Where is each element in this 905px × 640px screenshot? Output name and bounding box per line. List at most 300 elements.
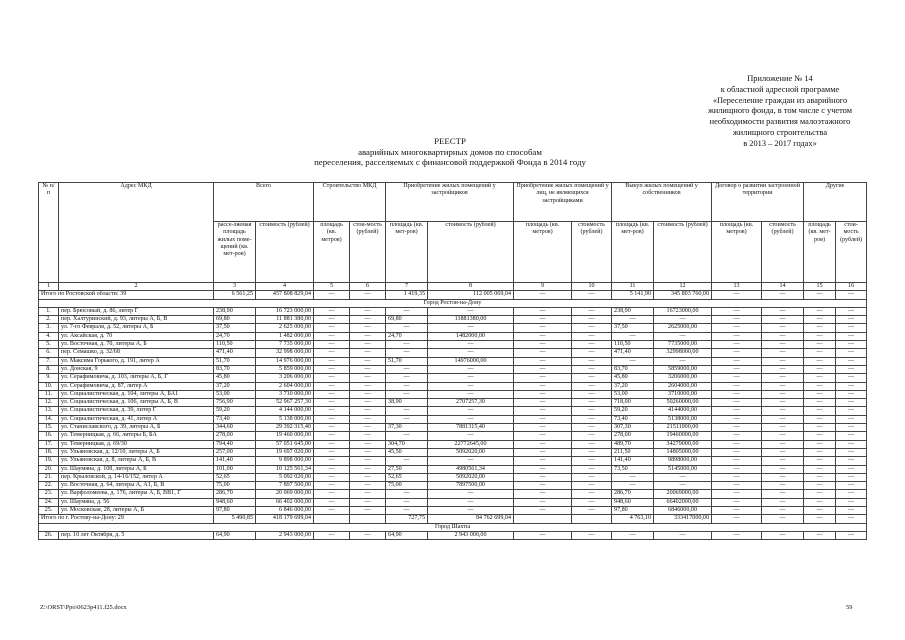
row-cell: — [386, 382, 428, 390]
row-cell: — [804, 307, 836, 315]
row-cell: — [514, 349, 572, 357]
row-cell: 75,00 [386, 482, 428, 490]
row-cell: — [350, 365, 386, 373]
row-cell: 489,70 [612, 440, 654, 448]
row-cell: 83,70 [214, 365, 256, 373]
row-cell: 7735000,00 [654, 341, 712, 349]
appendix-line: жилищного строительства [732, 127, 828, 137]
row-cell: — [428, 415, 514, 423]
row-number: 10. [39, 382, 59, 390]
row-address: ул. Ульяновская, д. 8, литеры А, Б, В [59, 457, 214, 465]
row-cell: — [762, 473, 804, 481]
row-cell: 69,80 [214, 316, 256, 324]
subheader-oth-area: площадь (кв. мет-ров) [804, 222, 836, 283]
row-cell: — [350, 349, 386, 357]
row-cell: — [386, 374, 428, 382]
row-cell: — [572, 324, 612, 332]
table-row [39, 332, 867, 340]
column-number: 8 [428, 283, 514, 291]
row-cell: — [314, 507, 350, 515]
row-cell: 19 697 020,00 [256, 448, 314, 456]
row-cell: 3 710 000,00 [256, 390, 314, 398]
row-cell: 948,60 [214, 498, 256, 506]
row-cell: 110,50 [612, 341, 654, 349]
total-cell: 345 803 760,00 [654, 291, 712, 299]
table-row [39, 465, 867, 473]
row-cell: — [712, 473, 762, 481]
row-cell: — [712, 374, 762, 382]
registry-subtitle-line1: аварийных многоквартирных домов по способам [358, 146, 542, 157]
row-cell: — [836, 382, 867, 390]
table-row [39, 498, 867, 506]
row-cell: — [804, 349, 836, 357]
total-cell: — [712, 515, 762, 523]
row-cell: — [314, 382, 350, 390]
row-cell: 3206000,00 [654, 374, 712, 382]
row-cell: 286,70 [214, 490, 256, 498]
row-cell: — [836, 374, 867, 382]
row-cell: 278,00 [214, 432, 256, 440]
row-cell: — [762, 316, 804, 324]
row-cell: — [762, 490, 804, 498]
row-address: пер. Семашко, д. 32/68 [59, 349, 214, 357]
row-cell: 5 859 000,00 [256, 365, 314, 373]
row-cell: — [428, 324, 514, 332]
row-cell: 73,40 [612, 415, 654, 423]
row-cell: — [654, 473, 712, 481]
table-row [39, 440, 867, 448]
table-row [39, 316, 867, 324]
row-cell: — [836, 316, 867, 324]
row-cell: — [804, 407, 836, 415]
row-cell: — [314, 424, 350, 432]
row-cell: — [386, 349, 428, 357]
row-cell: 238,90 [214, 307, 256, 315]
row-address: ул. Восточная, д. 64, литеры А, А1, Б, В [59, 482, 214, 490]
row-cell: — [386, 390, 428, 398]
header-address: Адрес МКД [59, 183, 214, 283]
row-cell: — [572, 390, 612, 398]
row-cell: — [762, 440, 804, 448]
row-cell: — [314, 473, 350, 481]
row-cell: — [804, 399, 836, 407]
total-cell: — [712, 291, 762, 299]
row-cell: — [314, 390, 350, 398]
total-cell: — [762, 291, 804, 299]
row-cell: — [386, 432, 428, 440]
row-cell: — [350, 324, 386, 332]
table-row [39, 473, 867, 481]
row-cell: — [350, 457, 386, 465]
row-cell: — [514, 457, 572, 465]
row-cell: 211,50 [612, 448, 654, 456]
row-cell: — [314, 324, 350, 332]
row-cell: 4980561,34 [428, 465, 514, 473]
row-address: ул. Социалистическая, д. 41, литер А [59, 415, 214, 423]
column-number: 9 [514, 283, 572, 291]
row-cell: — [514, 440, 572, 448]
row-cell: — [612, 357, 654, 365]
row-cell: — [804, 415, 836, 423]
row-cell: 59,20 [214, 407, 256, 415]
row-cell: — [836, 415, 867, 423]
row-cell: 59,20 [612, 407, 654, 415]
table-row [39, 507, 867, 515]
row-cell: — [836, 332, 867, 340]
table-row [39, 482, 867, 490]
row-address: ул. Варфоломеева, д. 176, литеры А, Б, ВВ1, Г [59, 490, 214, 498]
header-buyout: Выкуп жилых помещений у собственников [612, 183, 712, 222]
row-cell: — [386, 407, 428, 415]
row-cell: — [804, 390, 836, 398]
row-cell: 83,70 [612, 365, 654, 373]
total-cell: — [804, 515, 836, 523]
row-number: 2. [39, 316, 59, 324]
column-number: 15 [804, 283, 836, 291]
row-cell: — [350, 374, 386, 382]
row-cell: — [712, 424, 762, 432]
row-cell: 141,40 [612, 457, 654, 465]
row-cell: — [804, 365, 836, 373]
row-number: 16. [39, 432, 59, 440]
row-cell: 4 144 000,00 [256, 407, 314, 415]
row-cell: — [572, 407, 612, 415]
table-row [39, 399, 867, 407]
row-cell: — [572, 482, 612, 490]
row-number: 18. [39, 448, 59, 456]
row-cell: 51,70 [214, 357, 256, 365]
row-cell: — [712, 365, 762, 373]
registry-title: РЕЕСТР [434, 136, 466, 146]
row-cell: 756,90 [214, 399, 256, 407]
column-number: 1 [39, 283, 59, 291]
header-row [39, 183, 867, 222]
row-cell: — [762, 424, 804, 432]
row-cell: — [314, 440, 350, 448]
row-cell: — [428, 507, 514, 515]
row-cell: 32 998 000,00 [256, 349, 314, 357]
row-number: 5. [39, 341, 59, 349]
row-cell: — [350, 357, 386, 365]
row-cell: — [612, 531, 654, 539]
row-cell: — [762, 374, 804, 382]
row-number: 12. [39, 399, 59, 407]
row-cell: — [514, 390, 572, 398]
row-number: 21. [39, 473, 59, 481]
subheader-acqb-area: площадь (кв. мет-ров) [386, 222, 428, 283]
row-cell: 37,30 [386, 424, 428, 432]
row-cell: 32998000,00 [654, 349, 712, 357]
row-number: 8. [39, 365, 59, 373]
column-number: 16 [836, 283, 867, 291]
row-cell: — [386, 341, 428, 349]
row-cell: — [314, 349, 350, 357]
row-address: пер. Брюсовый, д. 86, литер Г [59, 307, 214, 315]
appendix-line: к областной адресной программе [720, 84, 840, 94]
row-number: 9. [39, 374, 59, 382]
row-cell: — [386, 507, 428, 515]
row-cell: — [762, 531, 804, 539]
column-number: 13 [712, 283, 762, 291]
row-cell: — [762, 407, 804, 415]
row-cell: — [572, 415, 612, 423]
table-row [39, 457, 867, 465]
row-cell: — [804, 490, 836, 498]
column-number: 14 [762, 283, 804, 291]
subheader-constr-cost: стои-мость (рублей) [350, 222, 386, 283]
total-cell: — [350, 291, 386, 299]
row-cell: — [804, 341, 836, 349]
row-cell: 75,00 [214, 482, 256, 490]
appendix-line: Приложение № 14 [747, 74, 813, 83]
row-cell: — [712, 490, 762, 498]
row-cell: — [762, 307, 804, 315]
row-cell: — [712, 415, 762, 423]
row-cell: — [804, 382, 836, 390]
row-cell: — [350, 531, 386, 539]
column-number-row [39, 283, 867, 291]
row-number: 1. [39, 307, 59, 315]
row-cell: 11 881 380,00 [256, 316, 314, 324]
registry-title-block [180, 136, 720, 168]
row-cell: — [350, 465, 386, 473]
row-cell: — [572, 365, 612, 373]
table-row [39, 341, 867, 349]
row-address: ул. Станиславского, д. 39, литеры А, Б [59, 424, 214, 432]
row-cell: 471,40 [214, 349, 256, 357]
row-cell: 53,00 [612, 390, 654, 398]
row-address: ул. 7-го Февраля, д. 52, литеры А, Б [59, 324, 214, 332]
row-cell: — [350, 507, 386, 515]
row-cell: — [428, 432, 514, 440]
row-cell: 38,90 [386, 399, 428, 407]
row-cell: — [572, 490, 612, 498]
subheader-oth-cost: стои-мость (рублей) [836, 222, 867, 283]
row-number: 4. [39, 332, 59, 340]
row-cell: 7 735 000,00 [256, 341, 314, 349]
total-cell: 84 762 699,04 [428, 515, 514, 523]
table-row [39, 390, 867, 398]
registry-subtitle-line2: переселения, расселяемых с финансовой поддержкой Фонда в 2014 году [314, 157, 586, 168]
city-name: Город Шахты [39, 523, 867, 531]
table-row [39, 365, 867, 373]
row-cell: — [572, 332, 612, 340]
row-cell: — [514, 341, 572, 349]
row-cell: — [712, 349, 762, 357]
row-number: 20. [39, 465, 59, 473]
header-other: Другие [804, 183, 867, 222]
table-row [39, 382, 867, 390]
row-cell: — [514, 507, 572, 515]
row-cell: — [514, 432, 572, 440]
row-cell: 37,50 [612, 324, 654, 332]
row-number: 23. [39, 490, 59, 498]
row-cell: — [350, 316, 386, 324]
row-cell: — [314, 357, 350, 365]
row-cell: — [514, 465, 572, 473]
row-cell: — [572, 473, 612, 481]
header-dev-agreement: Договор о развитии застроенной территории [712, 183, 804, 222]
row-cell: — [572, 507, 612, 515]
row-cell: — [762, 365, 804, 373]
row-cell: 73,40 [214, 415, 256, 423]
row-cell: — [836, 357, 867, 365]
row-cell: 2625000,00 [654, 324, 712, 332]
row-cell: — [762, 507, 804, 515]
row-cell: — [514, 332, 572, 340]
row-cell: — [762, 349, 804, 357]
subheader-dev-cost: стоимость (рублей) [762, 222, 804, 283]
row-cell: — [572, 424, 612, 432]
column-number: 11 [612, 283, 654, 291]
row-address: ул. Темерницкая, д. 69/30 [59, 440, 214, 448]
row-cell: — [572, 316, 612, 324]
row-cell: 7897500,00 [428, 482, 514, 490]
table-row [39, 357, 867, 365]
row-cell: — [514, 307, 572, 315]
row-cell: — [654, 357, 712, 365]
row-cell: 20 069 000,00 [256, 490, 314, 498]
row-cell: — [762, 382, 804, 390]
city-header-row [39, 299, 867, 307]
total-cell: 4 763,10 [612, 515, 654, 523]
row-cell: 37,20 [612, 382, 654, 390]
column-number: 10 [572, 283, 612, 291]
row-address: ул. Московская, 28, литеры А, Б [59, 507, 214, 515]
row-cell: 1482000,00 [428, 332, 514, 340]
table-row [39, 531, 867, 539]
row-cell: 344,60 [214, 424, 256, 432]
row-cell: — [762, 341, 804, 349]
row-cell: — [514, 490, 572, 498]
row-cell: — [350, 490, 386, 498]
row-cell: — [836, 365, 867, 373]
row-cell: — [712, 482, 762, 490]
row-cell: — [762, 332, 804, 340]
row-cell: — [350, 399, 386, 407]
row-cell: — [836, 531, 867, 539]
row-cell: 718,00 [612, 399, 654, 407]
row-cell: — [836, 457, 867, 465]
row-cell: 37,50 [214, 324, 256, 332]
row-cell: — [350, 473, 386, 481]
row-cell: — [428, 390, 514, 398]
row-cell: 52 967 257,30 [256, 399, 314, 407]
row-cell: 53,00 [214, 390, 256, 398]
row-cell: 3 206 000,00 [256, 374, 314, 382]
row-cell: — [712, 440, 762, 448]
row-cell: — [386, 324, 428, 332]
row-cell: — [314, 465, 350, 473]
row-cell: 14976000,00 [428, 357, 514, 365]
row-cell: 110,50 [214, 341, 256, 349]
row-cell: — [514, 498, 572, 506]
row-cell: — [314, 432, 350, 440]
total-cell: 112 005 069,04 [428, 291, 514, 299]
row-cell: — [762, 457, 804, 465]
row-cell: — [350, 407, 386, 415]
row-cell: — [514, 357, 572, 365]
total-cell: 333417000,00 [654, 515, 712, 523]
row-cell: — [428, 490, 514, 498]
row-cell: — [804, 448, 836, 456]
row-number: 6. [39, 349, 59, 357]
row-cell: — [572, 531, 612, 539]
total-cell: 1 419,35 [386, 291, 428, 299]
row-cell: — [762, 482, 804, 490]
row-cell: — [386, 365, 428, 373]
total-cell: 418 179 699,04 [256, 515, 314, 523]
row-cell: 307,30 [612, 424, 654, 432]
row-number: 19. [39, 457, 59, 465]
row-number: 24. [39, 498, 59, 506]
row-cell: — [762, 390, 804, 398]
row-cell: — [804, 465, 836, 473]
total-cell [572, 515, 612, 523]
row-cell: — [386, 307, 428, 315]
column-number: 7 [386, 283, 428, 291]
row-cell: 52,65 [214, 473, 256, 481]
row-address: ул. Донская, 9 [59, 365, 214, 373]
row-number: 17. [39, 440, 59, 448]
row-cell: — [350, 424, 386, 432]
row-cell: — [572, 307, 612, 315]
row-cell: — [712, 307, 762, 315]
row-cell: — [350, 341, 386, 349]
row-cell: — [572, 349, 612, 357]
city-total-row [39, 515, 867, 523]
row-cell: — [712, 407, 762, 415]
row-cell: 2604000,00 [654, 382, 712, 390]
row-cell: — [386, 415, 428, 423]
row-cell: — [514, 415, 572, 423]
total-cell: 727,75 [386, 515, 428, 523]
row-cell: — [804, 531, 836, 539]
city-header-row [39, 523, 867, 531]
column-number: 6 [350, 283, 386, 291]
row-cell: — [762, 324, 804, 332]
appendix-line: жилищного фонда, в том числе с учетом [707, 106, 853, 116]
row-cell: — [712, 382, 762, 390]
total-label: Итого по г. Ростову-на-Дону: 29 [39, 515, 214, 523]
table-row [39, 374, 867, 382]
row-cell: 97,80 [214, 507, 256, 515]
header-total: Всего [214, 183, 314, 222]
row-cell: — [836, 399, 867, 407]
row-cell: — [314, 498, 350, 506]
header-construction: Строительство МКД [314, 183, 386, 222]
row-cell: — [428, 457, 514, 465]
row-cell: — [804, 457, 836, 465]
row-cell: 66402000,00 [654, 498, 712, 506]
row-cell: 19 460 000,00 [256, 432, 314, 440]
column-number: 12 [654, 283, 712, 291]
row-cell: 7 897 500,00 [256, 482, 314, 490]
row-cell: — [314, 448, 350, 456]
row-cell: 257,00 [214, 448, 256, 456]
table-row [39, 307, 867, 315]
row-cell: — [514, 473, 572, 481]
row-cell: — [386, 498, 428, 506]
subheader-constr-area: площадь (кв. метров) [314, 222, 350, 283]
row-cell: — [804, 432, 836, 440]
row-cell: — [804, 440, 836, 448]
row-cell: 794,40 [214, 440, 256, 448]
row-cell: 101,00 [214, 465, 256, 473]
subheader-buy-area: площадь (кв. мет-ров) [612, 222, 654, 283]
row-cell: — [836, 482, 867, 490]
subheader-dev-area: площадь (кв. метров) [712, 222, 762, 283]
